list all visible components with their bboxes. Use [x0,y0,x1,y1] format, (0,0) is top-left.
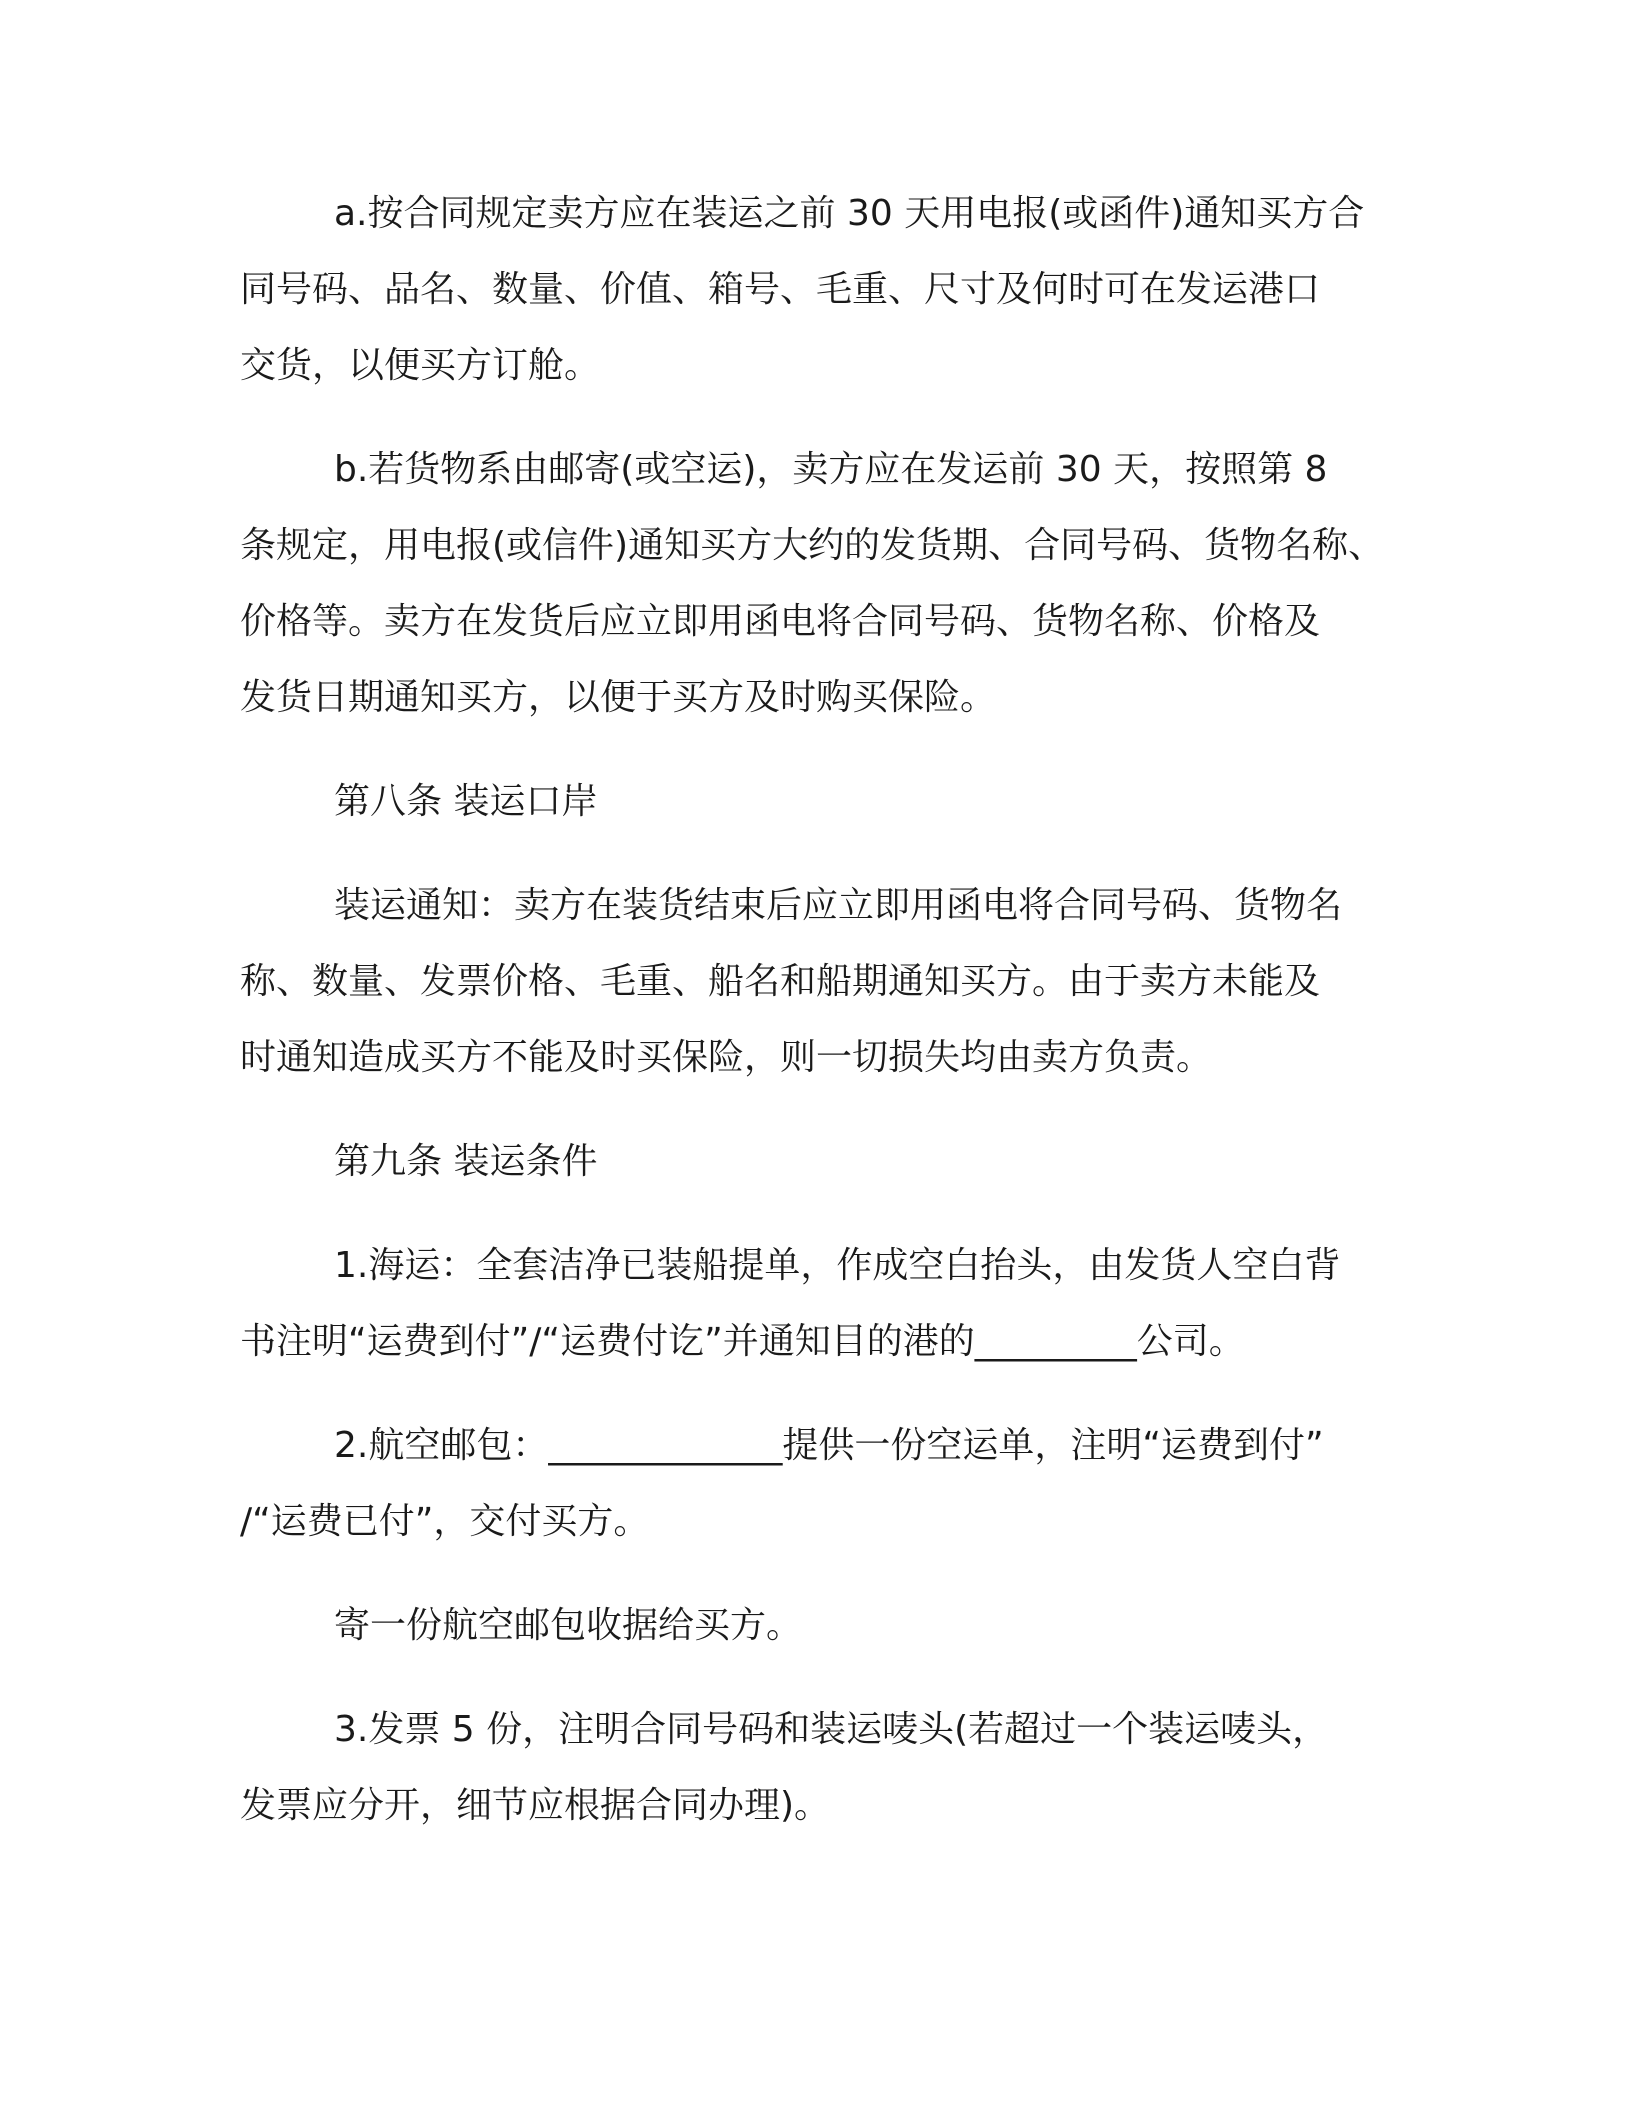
document-body [240,176,1400,1872]
paragraph-notice-b [240,432,1400,736]
text-line: /“运费已付”，交付买方。 [240,1501,650,1542]
text-line: a.按合同规定卖方应在装运之前 30 天用电报(或函件)通知买方合 [334,193,1365,234]
text-line: 价格等。卖方在发货后应立即用函电将合同号码、货物名称、价格及 [240,601,1321,642]
text-line: 寄一份航空邮包收据给买方。 [334,1605,803,1646]
text-line: b.若货物系由邮寄(或空运)，卖方应在发运前 30 天，按照第 8 [334,449,1328,490]
paragraph-sea-transport [240,1228,1400,1380]
text-line: 装运通知：卖方在装货结束后应立即用函电将合同号码、货物名 [334,885,1343,926]
text-line: 称、数量、发票价格、毛重、船名和船期通知买方。由于卖方未能及 [240,961,1321,1002]
heading-text: 第九条 装运条件 [334,1141,598,1182]
heading-text: 第八条 装运口岸 [334,781,598,822]
section-heading-article-8 [240,764,1400,840]
text-line: 3.发票 5 份，注明合同号码和装运唛头(若超过一个装运唛头， [334,1709,1329,1750]
text-line: 条规定，用电报(或信件)通知买方大约的发货期、合同号码、货物名称、 [240,525,1385,566]
text-line: 2.航空邮包：_____________提供一份空运单，注明“运费到付” [334,1425,1324,1466]
paragraph-invoice [240,1692,1400,1844]
text-line: 同号码、品名、数量、价值、箱号、毛重、尺寸及何时可在发运港口 [240,269,1321,310]
text-line: 1.海运：全套洁净已装船提单，作成空白抬头，由发货人空白背 [334,1245,1341,1286]
text-line: 发货日期通知买方，以便于买方及时购买保险。 [240,677,997,718]
paragraph-shipping-notice [240,868,1400,1096]
text-line: 交货，以便买方订舱。 [240,345,601,386]
text-line: 发票应分开，细节应根据合同办理)。 [240,1785,831,1826]
paragraph-air-receipt [240,1588,1400,1664]
text-line: 书注明“运费到付”/“运费付讫”并通知目的港的_________公司。 [240,1321,1245,1362]
section-heading-article-9 [240,1124,1400,1200]
text-line: 时通知造成买方不能及时买保险，则一切损失均由卖方负责。 [240,1037,1213,1078]
paragraph-air-parcel [240,1408,1400,1560]
paragraph-notice-a [240,176,1400,404]
